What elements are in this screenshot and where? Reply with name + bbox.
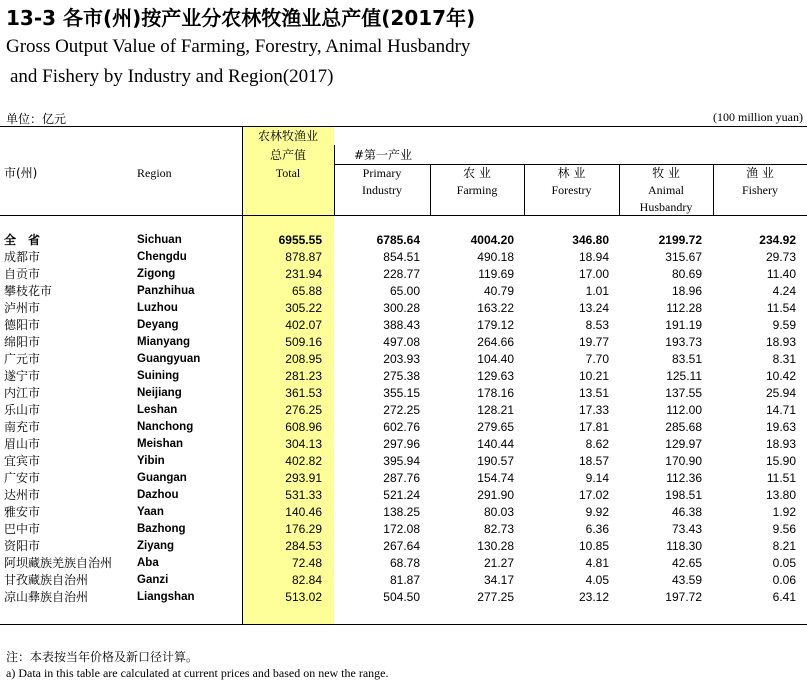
cell-region: Bazhong: [137, 523, 186, 535]
cell-forestry: 19.77: [578, 335, 609, 349]
cell-total: 284.53: [285, 539, 322, 553]
cell-forestry: 8.53: [585, 318, 609, 332]
cell-primary: 275.38: [383, 369, 420, 383]
unit-label-en: (100 million yuan): [713, 110, 803, 124]
cell-animal: 193.73: [665, 335, 702, 349]
cell-primary: 388.43: [383, 318, 420, 332]
header-animal-cn: 牧 业: [652, 166, 680, 180]
table-bottom-rule: [0, 624, 807, 625]
header-primary-en1: Primary: [362, 166, 402, 180]
cell-fishery: 18.93: [765, 437, 796, 451]
cell-city: 广安市: [4, 471, 41, 485]
cell-farming: 40.79: [483, 284, 514, 298]
cell-region: Neijiang: [137, 387, 182, 399]
footnote-cn: 注：本表按当年价格及新口径计算。: [6, 650, 199, 664]
cell-animal: 2199.72: [658, 233, 702, 247]
table-row: [0, 436, 807, 453]
cell-city: 泸州市: [4, 301, 41, 315]
cell-farming: 104.40: [477, 352, 514, 366]
cell-animal: 80.69: [671, 267, 702, 281]
header-fishery-cn: 渔 业: [746, 166, 774, 180]
cell-farming: 490.18: [477, 250, 514, 264]
cell-fishery: 9.56: [772, 522, 796, 536]
cell-animal: 137.55: [665, 386, 702, 400]
cell-farming: 179.12: [477, 318, 514, 332]
cell-forestry: 4.05: [585, 573, 609, 587]
cell-region: Yaan: [137, 506, 164, 518]
cell-farming: 80.03: [483, 505, 514, 519]
cell-primary: 81.87: [389, 573, 420, 587]
cell-fishery: 6.41: [772, 590, 796, 604]
cell-primary: 68.78: [389, 556, 420, 570]
cell-farming: 291.90: [477, 488, 514, 502]
cell-fishery: 18.93: [765, 335, 796, 349]
cell-forestry: 17.81: [578, 420, 609, 434]
cell-fishery: 11.54: [766, 301, 796, 315]
cell-animal: 315.67: [665, 250, 702, 264]
cell-farming: 4004.20: [470, 233, 514, 247]
table-row: [0, 402, 807, 419]
cell-animal: 18.96: [671, 284, 702, 298]
table-row: [0, 351, 807, 368]
cell-total: 608.96: [285, 420, 322, 434]
cell-animal: 198.51: [665, 488, 702, 502]
cell-fishery: 11.40: [766, 267, 796, 281]
cell-animal: 83.51: [671, 352, 702, 366]
cell-forestry: 18.57: [578, 454, 609, 468]
cell-farming: 34.17: [483, 573, 514, 587]
cell-farming: 82.73: [483, 522, 514, 536]
table-top-rule: [0, 126, 807, 127]
header-forestry-en: Forestry: [551, 183, 592, 197]
cell-farming: 163.22: [477, 301, 514, 315]
cell-city: 凉山彝族自治州: [4, 590, 89, 604]
header-animal-en1: Animal: [648, 183, 684, 197]
cell-fishery: 11.51: [766, 471, 796, 485]
cell-region: Sichuan: [137, 234, 182, 246]
cell-forestry: 17.00: [578, 267, 609, 281]
cell-farming: 277.25: [477, 590, 514, 604]
cell-forestry: 1.01: [585, 284, 609, 298]
cell-total: 281.23: [285, 369, 322, 383]
table-row: [0, 385, 807, 402]
cell-city: 宜宾市: [4, 454, 41, 468]
cell-animal: 112.28: [666, 301, 702, 315]
cell-forestry: 10.21: [578, 369, 609, 383]
cell-primary: 521.24: [383, 488, 420, 502]
cell-primary: 228.77: [383, 267, 420, 281]
cell-total: 304.13: [285, 437, 322, 451]
cell-fishery: 15.90: [765, 454, 796, 468]
cell-primary: 203.93: [383, 352, 420, 366]
table-row: [0, 419, 807, 436]
cell-primary: 355.15: [383, 386, 420, 400]
cell-fishery: 1.92: [772, 505, 796, 519]
cell-city: 全 省: [4, 233, 41, 247]
cell-farming: 130.28: [477, 539, 514, 553]
cell-total: 513.02: [285, 590, 322, 604]
cell-total: 82.84: [291, 573, 322, 587]
cell-city: 乐山市: [4, 403, 41, 417]
cell-fishery: 14.71: [765, 403, 796, 417]
cell-city: 遂宁市: [4, 369, 41, 383]
table-row: [0, 487, 807, 504]
table-row: [0, 504, 807, 521]
cell-forestry: 4.81: [585, 556, 609, 570]
cell-total: 509.16: [285, 335, 322, 349]
cell-total: 878.87: [285, 250, 322, 264]
cell-forestry: 23.12: [578, 590, 609, 604]
cell-total: 208.95: [285, 352, 322, 366]
cell-animal: 73.43: [671, 522, 702, 536]
cell-farming: 154.74: [477, 471, 514, 485]
cell-total: 402.07: [285, 318, 322, 332]
cell-city: 广元市: [4, 352, 41, 366]
table-row: [0, 555, 807, 572]
cell-farming: 279.65: [477, 420, 514, 434]
cell-primary: 504.50: [383, 590, 420, 604]
cell-forestry: 10.85: [578, 539, 609, 553]
cell-fishery: 8.21: [772, 539, 796, 553]
cell-city: 雅安市: [4, 505, 41, 519]
table-row: [0, 521, 807, 538]
cell-forestry: 17.02: [578, 488, 609, 502]
table-row: [0, 283, 807, 300]
cell-total: 231.94: [285, 267, 322, 281]
cell-total: 293.91: [285, 471, 322, 485]
cell-animal: 42.65: [671, 556, 702, 570]
cell-primary: 65.00: [389, 284, 420, 298]
cell-primary: 602.76: [383, 420, 420, 434]
cell-animal: 43.59: [671, 573, 702, 587]
cell-forestry: 7.70: [585, 352, 609, 366]
cell-total: 72.48: [291, 556, 322, 570]
cell-animal: 112.00: [666, 403, 702, 417]
cell-region: Deyang: [137, 319, 179, 331]
cell-fishery: 10.42: [765, 369, 796, 383]
cell-city: 自贡市: [4, 267, 41, 281]
cell-fishery: 234.92: [759, 233, 796, 247]
table-row: [0, 572, 807, 589]
cell-fishery: 25.94: [765, 386, 796, 400]
table-row: [0, 317, 807, 334]
cell-primary: 854.51: [383, 250, 420, 264]
cell-region: Guangan: [137, 472, 187, 484]
header-fishery-en: Fishery: [742, 183, 778, 197]
cell-city: 阿坝藏族羌族自治州: [4, 556, 113, 570]
table-row: [0, 453, 807, 470]
cell-animal: 46.38: [671, 505, 702, 519]
cell-farming: 140.44: [477, 437, 514, 451]
cell-city: 内江市: [4, 386, 41, 400]
cell-primary: 272.25: [383, 403, 420, 417]
cell-city: 甘孜藏族自治州: [4, 573, 89, 587]
cell-region: Chengdu: [137, 251, 187, 263]
cell-fishery: 4.24: [772, 284, 796, 298]
cell-fishery: 8.31: [772, 352, 796, 366]
cell-region: Yibin: [137, 455, 165, 467]
cell-total: 140.46: [285, 505, 322, 519]
unit-label-cn: 单位：亿元: [6, 112, 67, 126]
cell-city: 巴中市: [4, 522, 41, 536]
table-title-en-line2: and Fishery by Industry and Region(2017): [10, 66, 334, 87]
table-row: [0, 266, 807, 283]
cell-total: 65.88: [291, 284, 322, 298]
cell-fishery: 29.73: [765, 250, 796, 264]
cell-total: 402.82: [285, 454, 322, 468]
cell-primary: 287.76: [383, 471, 420, 485]
cell-city: 绵阳市: [4, 335, 41, 349]
cell-forestry: 13.51: [578, 386, 609, 400]
cell-animal: 191.19: [665, 318, 702, 332]
cell-fishery: 19.63: [765, 420, 796, 434]
cell-primary: 267.64: [383, 539, 420, 553]
table-title-en-line1: Gross Output Value of Farming, Forestry, Animal Husbandry: [6, 36, 471, 57]
header-animal-en2: Husbandry: [639, 200, 693, 214]
cell-region: Dazhou: [137, 489, 179, 501]
cell-animal: 170.90: [665, 454, 702, 468]
table-row: [0, 368, 807, 385]
cell-region: Panzhihua: [137, 285, 195, 297]
cell-primary: 138.25: [383, 505, 420, 519]
cell-forestry: 346.80: [572, 233, 609, 247]
cell-region: Nanchong: [137, 421, 194, 433]
header-city: 市(州): [4, 166, 38, 180]
cell-region: Leshan: [137, 404, 178, 416]
cell-animal: 285.68: [665, 420, 702, 434]
cell-primary: 172.08: [383, 522, 420, 536]
cell-city: 德阳市: [4, 318, 41, 332]
cell-primary: 6785.64: [376, 233, 420, 247]
cell-city: 攀枝花市: [4, 284, 53, 298]
header-primary-group: #第一产业: [354, 148, 413, 162]
cell-total: 276.25: [285, 403, 322, 417]
table-row: [0, 470, 807, 487]
cell-city: 资阳市: [4, 539, 41, 553]
cell-city: 达州市: [4, 488, 41, 502]
cell-farming: 264.66: [477, 335, 514, 349]
cell-forestry: 9.14: [585, 471, 609, 485]
cell-total: 6955.55: [278, 233, 322, 247]
cell-total: 531.33: [285, 488, 322, 502]
cell-forestry: 18.94: [578, 250, 609, 264]
cell-region: Guangyuan: [137, 353, 201, 365]
cell-animal: 118.30: [666, 539, 702, 553]
header-forestry-cn: 林 业: [557, 166, 586, 180]
cell-primary: 497.08: [383, 335, 420, 349]
cell-farming: 119.69: [478, 267, 514, 281]
footnote-en: a) Data in this table are calculated at current prices and based on new the range.: [6, 666, 389, 680]
cell-forestry: 17.33: [578, 403, 609, 417]
cell-region: Mianyang: [137, 336, 191, 348]
table-row: [0, 538, 807, 555]
cell-farming: 129.63: [477, 369, 514, 383]
header-farming-en: Farming: [456, 183, 498, 197]
cell-region: Luzhou: [137, 302, 178, 314]
cell-city: 成都市: [4, 250, 41, 264]
cell-animal: 112.36: [666, 471, 702, 485]
cell-fishery: 0.05: [772, 556, 796, 570]
cell-region: Ziyang: [137, 540, 175, 552]
cell-animal: 129.97: [665, 437, 702, 451]
cell-region: Liangshan: [137, 591, 195, 603]
cell-city: 眉山市: [4, 437, 41, 451]
cell-total: 361.53: [285, 386, 322, 400]
table-row: [0, 589, 807, 606]
header-primary-en2: Industry: [362, 183, 402, 197]
cell-primary: 297.96: [383, 437, 420, 451]
table-row-total: [0, 232, 807, 249]
cell-total: 305.22: [285, 301, 322, 315]
cell-farming: 128.21: [477, 403, 514, 417]
cell-fishery: 9.59: [772, 318, 796, 332]
table-title-cn: 13-3 各市(州)按产业分农林牧渔业总产值(2017年): [6, 6, 476, 30]
cell-region: Zigong: [137, 268, 176, 280]
cell-farming: 21.27: [483, 556, 514, 570]
header-total-en: Total: [275, 166, 301, 180]
cell-farming: 178.16: [477, 386, 514, 400]
cell-region: Meishan: [137, 438, 184, 450]
header-total-cn1: 农林牧渔业: [257, 129, 318, 143]
cell-forestry: 8.62: [585, 437, 609, 451]
cell-city: 南充市: [4, 420, 41, 434]
cell-forestry: 13.24: [578, 301, 609, 315]
cell-fishery: 0.06: [772, 573, 796, 587]
cell-fishery: 13.80: [765, 488, 796, 502]
cell-primary: 300.28: [383, 301, 420, 315]
table-row: [0, 249, 807, 266]
cell-region: Ganzi: [137, 574, 169, 586]
cell-primary: 395.94: [383, 454, 420, 468]
cell-total: 176.29: [285, 522, 322, 536]
cell-forestry: 6.36: [585, 522, 609, 536]
cell-region: Suining: [137, 370, 180, 382]
cell-region: Aba: [137, 557, 159, 569]
cell-forestry: 9.92: [585, 505, 609, 519]
header-total-cn2: 总产值: [269, 148, 306, 162]
header-region: Region: [137, 166, 172, 180]
header-farming-cn: 农 业: [463, 166, 491, 180]
cell-animal: 197.72: [665, 590, 702, 604]
table-row: [0, 300, 807, 317]
table-row: [0, 334, 807, 351]
cell-farming: 190.57: [477, 454, 514, 468]
cell-animal: 125.11: [666, 369, 702, 383]
